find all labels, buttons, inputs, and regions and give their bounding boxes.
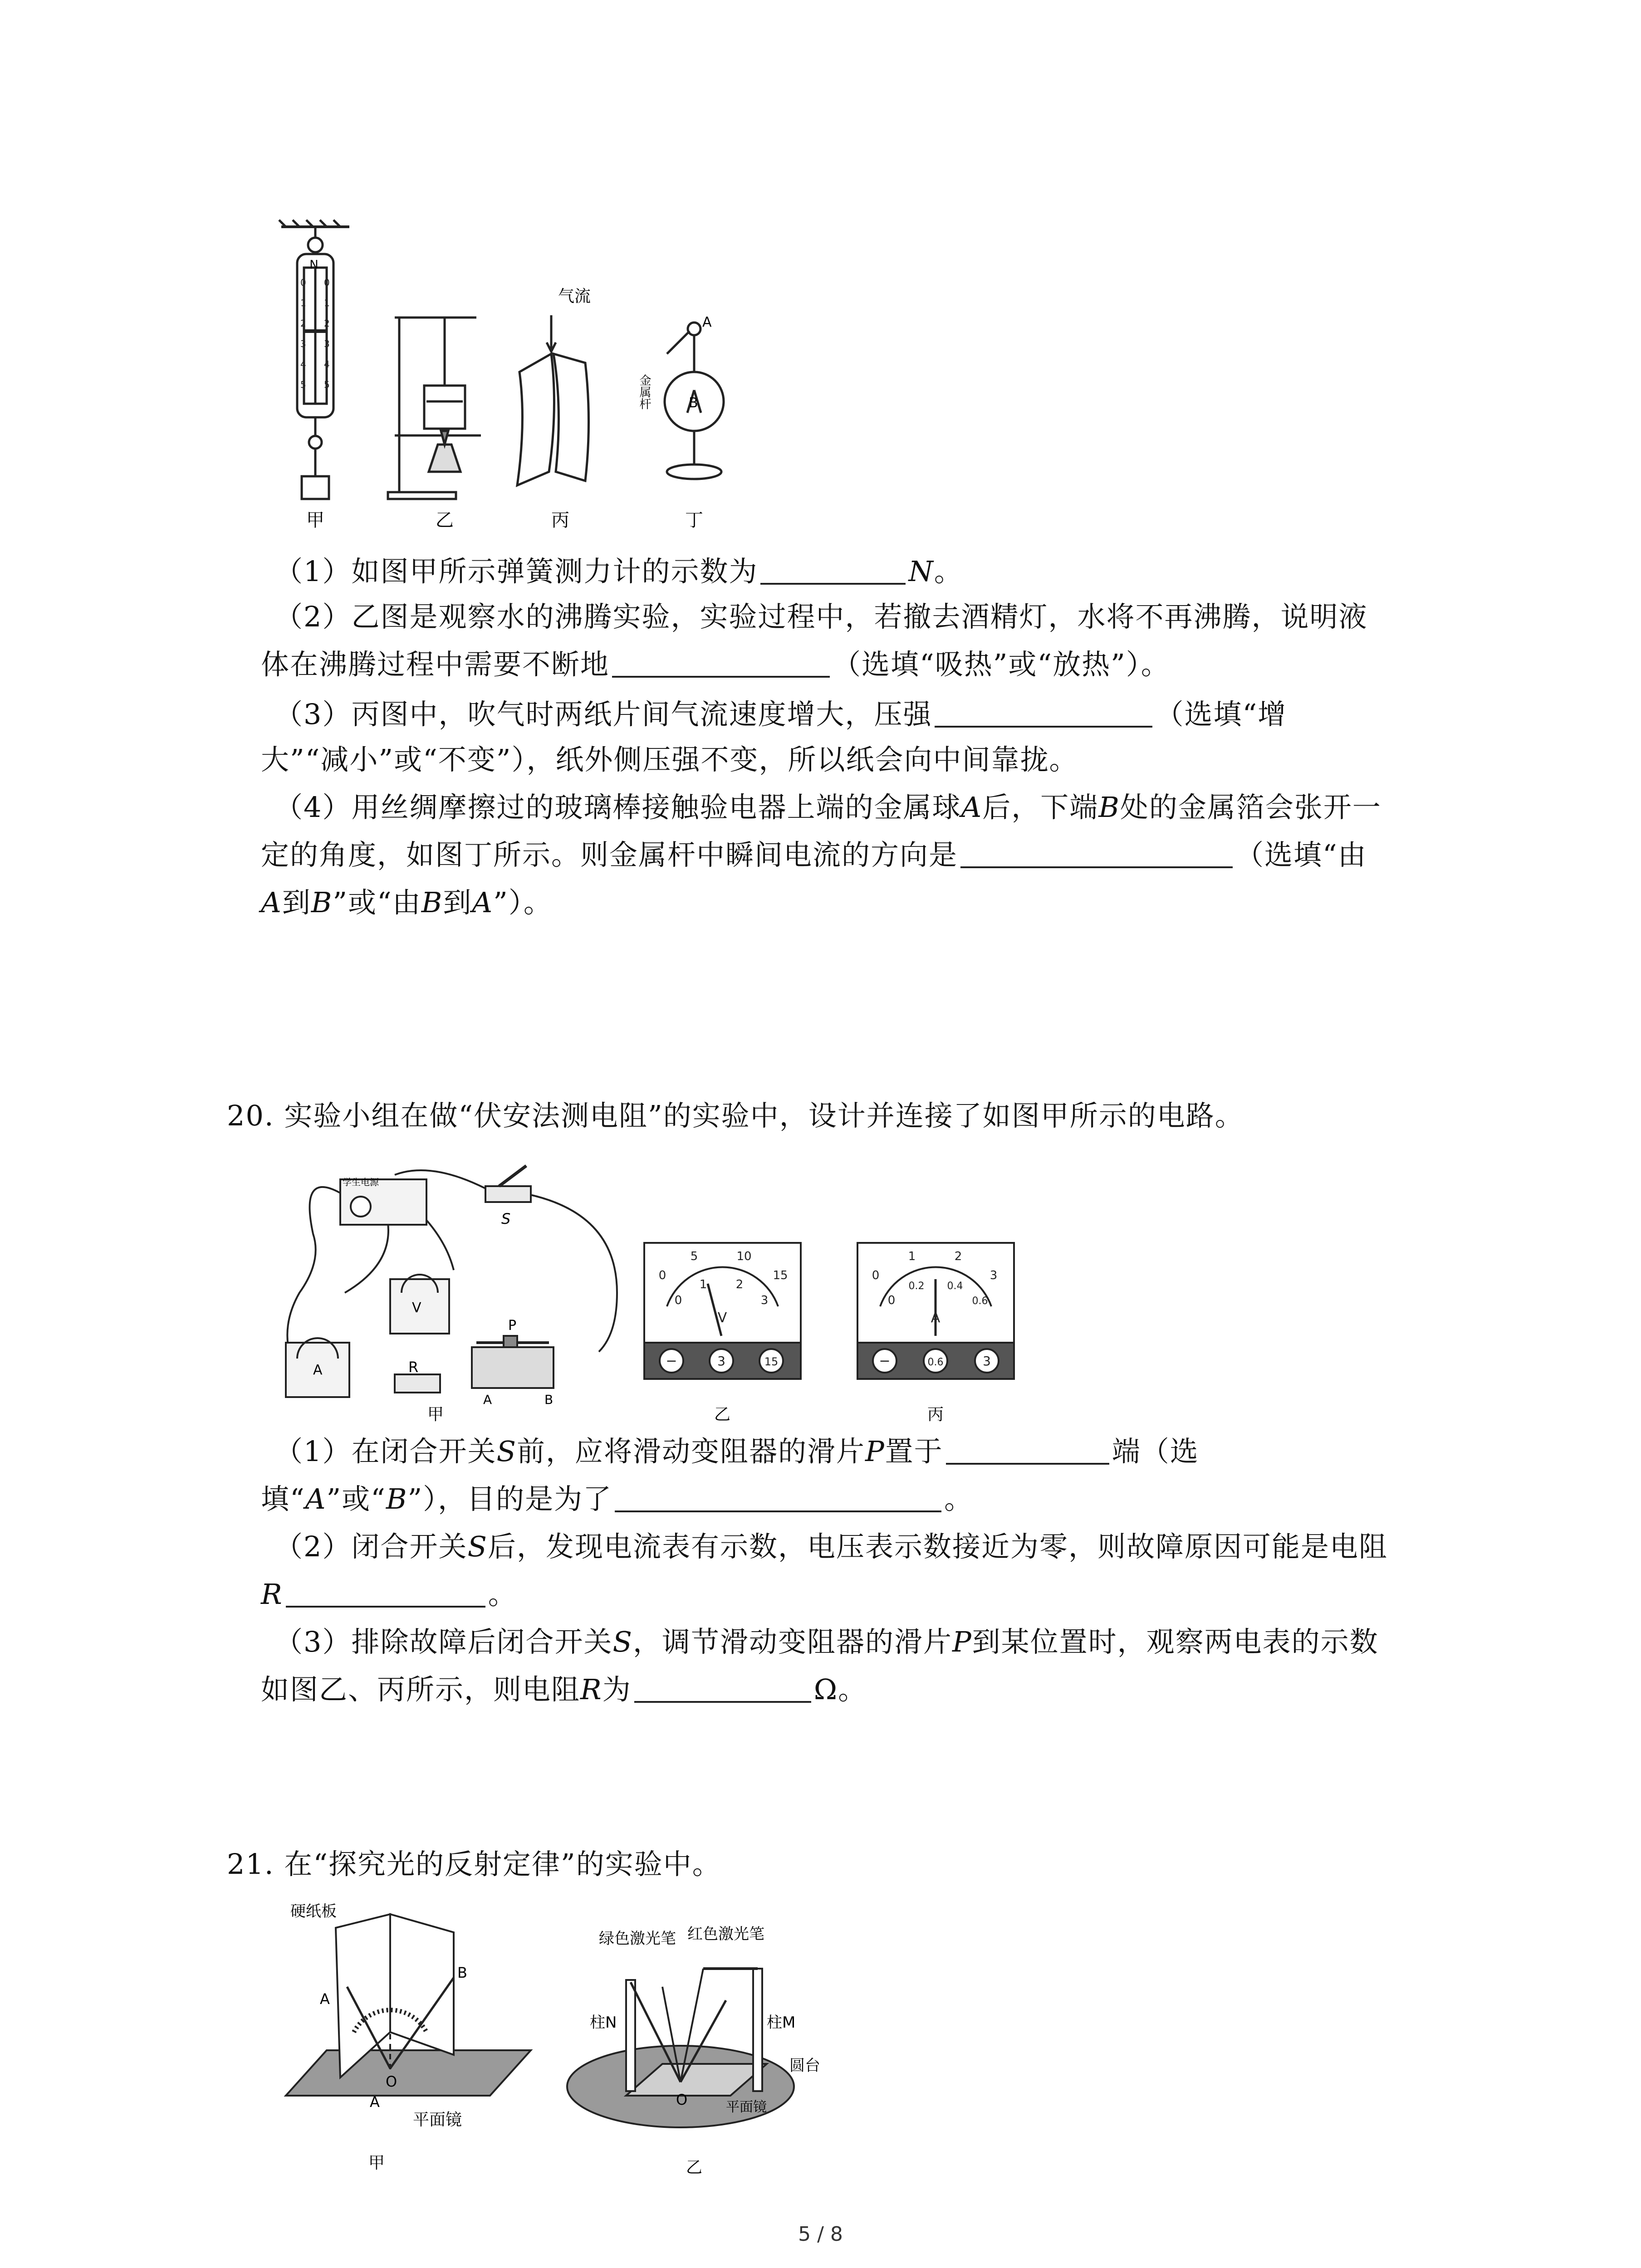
q19-part2-blank[interactable] (612, 648, 830, 678)
scale-mark-left-3: 3 (300, 338, 306, 349)
q21-stem-text: 在“探究光的反射定律”的实验中。 (284, 1848, 721, 1881)
q20-p1-b-letter: B (386, 1482, 408, 1515)
mirror-label: 平面镜 (413, 2111, 462, 2129)
v-bot-3: 3 (760, 1294, 769, 1307)
fig-label-yi-20: 乙 (714, 1405, 731, 1424)
v-top-5: 5 (690, 1250, 698, 1263)
q20-p1-f: ”或“ (326, 1482, 386, 1515)
q19-part3-blank[interactable] (935, 698, 1152, 728)
q19-part1-unit: N (908, 555, 934, 588)
pillar-n-label: 柱N (590, 2014, 617, 2032)
q19-figures (272, 218, 817, 544)
scale-mark-right-1: 1 (324, 298, 330, 308)
fig-label-jia-20: 甲 (427, 1405, 444, 1424)
q20-p1-p: P (865, 1435, 885, 1468)
v-dial-unit: V (717, 1310, 727, 1326)
q20-p1-a-letter: A (305, 1482, 327, 1515)
point-b-label: B (689, 395, 698, 411)
q19-part4-l3-b: 到 (282, 886, 311, 919)
q19-part2-line2 (261, 642, 1170, 687)
q20-p1-e: 填“ (261, 1482, 305, 1515)
scale-mark-left-4: 4 (300, 359, 306, 370)
fig-label-yi-21: 乙 (686, 2158, 703, 2177)
red-laser-label: 红色激光笔 (687, 1925, 764, 1943)
v-top-10: 10 (736, 1250, 752, 1263)
q20-p1-g: ”），目的是为了 (407, 1482, 612, 1515)
q20-p1-d: 端（选 (1112, 1435, 1199, 1468)
scale-mark-right-2: 2 (324, 318, 330, 329)
scale-mark-left-1: 1 (300, 298, 306, 308)
scale-mark-right-0: 0 (324, 277, 330, 288)
v-terminal-neg: − (666, 1353, 677, 1369)
q19-part1-text: （1）如图甲所示弹簧测力计的示数为 (274, 555, 758, 588)
platform-label: 圆台 (789, 2057, 820, 2075)
end-b-label: B (544, 1392, 554, 1407)
q20-p1-s: S (496, 1435, 517, 1468)
a-bot-0: 0 (887, 1294, 896, 1307)
point-o-label-2: O (676, 2091, 688, 2108)
q20-p3-p: P (952, 1625, 972, 1658)
q20-p3-s: S (612, 1625, 633, 1658)
q21-figures (272, 1896, 907, 2177)
v-terminal-3: 3 (717, 1354, 725, 1369)
a-bot-06: 0.6 (972, 1295, 988, 1307)
q20-p3-c: 到某位置时，观察两电表的示数 (972, 1625, 1379, 1658)
q20-part1-blank1[interactable] (946, 1435, 1109, 1465)
a-top-2: 2 (954, 1250, 962, 1263)
q19-part4-l3-a: A (261, 886, 282, 919)
a-bot-02: 0.2 (908, 1281, 925, 1292)
scale-mark-left-5: 5 (300, 379, 306, 390)
switch-label: S (501, 1210, 511, 1227)
q20-p3-e: 为 (602, 1673, 632, 1706)
scale-mark-left-0: 0 (300, 277, 306, 288)
point-a-label: A (702, 314, 712, 330)
q19-part4-l3-d: ”或“由 (333, 886, 421, 919)
q19-part4-text-a: （4）用丝绸摩擦过的玻璃棒接触验电器上端的金属球 (274, 791, 961, 824)
q20-part1-line2 (261, 1476, 973, 1522)
q20-part2-line1 (274, 1524, 1388, 1569)
q20-part1-line1 (274, 1429, 1199, 1474)
q20-p1-h: 。 (944, 1482, 974, 1515)
q20-p3-b: ，调节滑动变阻器的滑片 (632, 1625, 952, 1658)
pillar-m-label: 柱M (767, 2014, 796, 2032)
q19-part1-end: 。 (934, 555, 963, 588)
q20-p1-b: 前，应将滑动变阻器的滑片 (516, 1435, 865, 1468)
q20-number: 20. (227, 1099, 274, 1132)
a-terminal-06: 0.6 (927, 1357, 944, 1368)
scale-mark-right-4: 4 (324, 359, 330, 370)
fig-label-bing-20: 丙 (927, 1405, 944, 1424)
scale-mark-left-2: 2 (300, 318, 306, 329)
v-top-15: 15 (773, 1269, 788, 1282)
q20-p3-a: （3）排除故障后闭合开关 (274, 1625, 613, 1658)
resistor-label: R (408, 1359, 419, 1376)
q20-p2-end: 。 (488, 1578, 517, 1611)
q20-stem (227, 1093, 1244, 1139)
q20-p1-a: （1）在闭合开关 (274, 1435, 497, 1468)
q19-part1 (274, 549, 963, 594)
q20-p2-a: （2）闭合开关 (274, 1530, 468, 1563)
airflow-label: 气流 (558, 287, 591, 306)
paper-strips-figure (517, 315, 589, 485)
q20-part3-line1 (274, 1619, 1379, 1665)
q20-part3-line2 (261, 1667, 867, 1712)
a-top-3: 3 (989, 1269, 998, 1282)
point-o-label: O (386, 2073, 397, 2090)
q19-part3-text: （3）丙图中，吹气时两纸片间气流速度增大，压强 (274, 698, 932, 731)
q19-part2-suffix: （选填“吸热”或“放热”）。 (833, 648, 1170, 681)
a-terminal-3: 3 (983, 1354, 991, 1369)
point-a-bottom-label: A (370, 2093, 380, 2111)
v-bot-1: 1 (699, 1278, 707, 1291)
q21-stem (227, 1842, 721, 1887)
ammeter-unit-label: A (313, 1362, 323, 1378)
q19-part4-text-c: 处的金属箔会张开一 (1120, 791, 1381, 824)
green-laser-label: 绿色激光笔 (599, 1930, 676, 1948)
rod-label: 金属杆 (637, 374, 651, 410)
q20-part2-blank[interactable] (286, 1578, 485, 1608)
q20-p3-r: R (580, 1673, 603, 1706)
q19-part4-blank[interactable] (960, 838, 1233, 868)
q19-part3-line1 (274, 692, 1287, 737)
q19-part4-l3-h: ”）。 (493, 886, 553, 919)
q19-part2-line1: （2）乙图是观察水的沸腾实验，实验过程中，若撤去酒精灯，水将不再沸腾，说明液 (274, 600, 1368, 633)
q19-part1-blank[interactable] (760, 555, 906, 585)
ray-b-label: B (457, 1964, 467, 1981)
board-label: 硬纸板 (290, 1902, 337, 1921)
q20-stem-text: 实验小组在做“伏安法测电阻”的实验中，设计并连接了如图甲所示的电路。 (284, 1099, 1244, 1132)
q19-part4-text-b: 后，下端 (982, 791, 1099, 824)
q19-part4-b: B (1098, 791, 1120, 824)
scale-unit: N (309, 258, 318, 272)
q19-part4-suffix: （选填“由 (1235, 838, 1367, 871)
q19-part4-text-d: 定的角度，如图丁所示。则金属杆中瞬间电流的方向是 (261, 838, 958, 871)
q21-number: 21. (227, 1848, 274, 1881)
end-a-label: A (483, 1392, 492, 1407)
fig-label-yi: 乙 (436, 510, 454, 531)
boiling-water-figure (388, 318, 481, 499)
q19-part2-text: 体在沸腾过程中需要不断地 (261, 648, 610, 681)
q20-part3-blank[interactable] (634, 1673, 811, 1703)
a-dial-unit: A (931, 1310, 941, 1326)
fig-label-jia-21: 甲 (368, 2154, 385, 2172)
v-terminal-15: 15 (764, 1355, 779, 1368)
a-top-1: 1 (908, 1250, 916, 1263)
q19-part3-suffix: （选填“增 (1155, 698, 1287, 731)
a-terminal-neg: − (879, 1353, 891, 1369)
q19-part4-l3-g: A (472, 886, 494, 919)
a-top-0: 0 (872, 1269, 880, 1282)
q19-part4-line1 (274, 785, 1381, 830)
fig-label-jia: 甲 (306, 510, 324, 531)
slider-label: P (508, 1318, 517, 1334)
q20-p2-r: R (261, 1578, 283, 1611)
q20-p2-s: S (467, 1530, 488, 1563)
a-bot-04: 0.4 (947, 1281, 963, 1292)
q19-part4-l3-c: B (311, 886, 333, 919)
q20-part1-blank2[interactable] (615, 1482, 941, 1512)
q19-part3-line2: 大”“减小”或“不变”），纸外侧压强不变，所以纸会向中间靠拢。 (261, 743, 1078, 776)
fig-label-ding: 丁 (685, 510, 703, 531)
q19-part4-line3 (261, 880, 553, 925)
q20-p3-unit: Ω。 (813, 1673, 867, 1706)
q19-part4-l3-f: 到 (443, 886, 472, 919)
fig-label-bing: 丙 (551, 510, 569, 531)
v-top-0: 0 (658, 1269, 666, 1282)
v-bot-2: 2 (735, 1278, 744, 1291)
circuit-figure (286, 1166, 617, 1397)
ray-a-label: A (320, 1990, 330, 2008)
q19-part4-a: A (961, 791, 983, 824)
q20-p1-c: 置于 (885, 1435, 943, 1468)
q20-figures (272, 1143, 1043, 1424)
scale-mark-right-3: 3 (324, 338, 330, 349)
q19-part4-line2 (261, 832, 1367, 878)
voltmeter-unit-label: V (412, 1300, 421, 1316)
power-label: 学生电源 (343, 1177, 379, 1188)
page-number: 5 / 8 (798, 2223, 843, 2246)
mirror-label-2: 平面镜 (726, 2099, 767, 2115)
v-bot-0: 0 (674, 1294, 682, 1307)
q20-p3-d: 如图乙、丙所示，则电阻 (261, 1673, 581, 1706)
scale-mark-right-5: 5 (324, 379, 330, 390)
q20-part2-line2 (261, 1572, 517, 1617)
q19-part4-l3-e: B (421, 886, 443, 919)
q20-p2-b: 后，发现电流表有示数，电压表示数接近为零，则故障原因可能是电阻 (487, 1530, 1388, 1563)
